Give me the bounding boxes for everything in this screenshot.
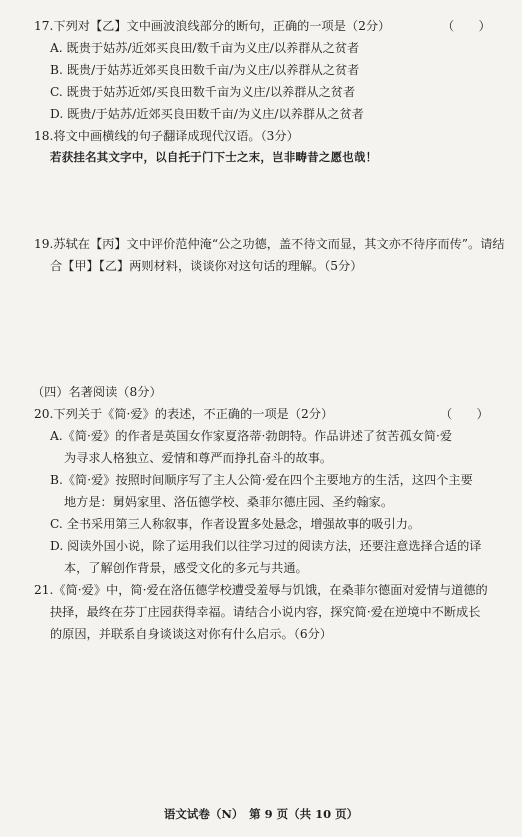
q20-option-b-line1: B.《简·爱》按照时间顺序写了主人公简·爱在四个主要地方的生活，这四个主要: [50, 473, 473, 487]
q17-option-c: C. 既贵于姑苏近郊/买良田数千亩为义庄/以养群从之贫者: [50, 85, 356, 99]
q20-option-d-line2: 本，了解创作背景，感受文化的多元与共通。: [64, 561, 308, 575]
q17-option-d: D. 既贵/于姑苏/近郊买良田数千亩/为义庄/以养群从之贫者: [50, 107, 364, 121]
section-4-heading: （四）名著阅读（8分）: [32, 385, 162, 399]
q17-option-b: B. 既贵/于姑苏近郊买良田数千亩/为义庄/以养群从之贫者: [50, 63, 360, 77]
q19-stem-line1: 19.苏轼在【丙】文中评价范仲淹“公之功德，盖不待文而显，其文亦不待序而传”。请结: [34, 237, 505, 251]
q21-stem-line1: 21.《简·爱》中，简·爱在洛伍德学校遭受羞辱与饥饿，在桑菲尔德面对爱情与道德的: [34, 583, 488, 597]
q17-answer-bracket: （ ）: [442, 19, 491, 33]
q19-stem-line2: 合【甲】【乙】两则材料，谈谈你对这句话的理解。（5分）: [50, 259, 363, 273]
page-footer: 语文试卷（N） 第 9 页（共 10 页）: [163, 807, 359, 821]
q20-option-c: C. 全书采用第三人称叙事，作者设置多处悬念，增强故事的吸引力。: [50, 517, 421, 531]
q17-option-a: A. 既贵于姑苏/近郊买良田/数千亩为义庄/以养群从之贫者: [50, 41, 360, 55]
q17-stem: 17.下列对【乙】文中画波浪线部分的断句，正确的一项是（2分）: [34, 19, 391, 33]
q18-stem: 18.将文中画横线的句子翻译成现代汉语。（3分）: [34, 129, 299, 143]
q20-stem: 20.下列关于《简·爱》的表述，不正确的一项是（2分）: [34, 407, 334, 421]
q18-sentence: 若获挂名其文字中，以自托于门下士之末，岂非畴昔之愿也哉！: [50, 150, 378, 164]
q20-option-a-line2: 为寻求人格独立、爱情和尊严而挣扎奋斗的故事。: [64, 451, 333, 465]
q21-stem-line3: 的原因，并联系自身谈谈这对你有什么启示。（6分）: [50, 627, 332, 641]
q20-option-b-line2: 地方是：舅妈家里、洛伍德学校、桑菲尔德庄园、圣约翰家。: [64, 495, 394, 509]
q21-stem-line2: 抉择，最终在芬丁庄园获得幸福。请结合小说内容，探究简·爱在逆境中不断成长: [50, 605, 481, 619]
q20-option-a-line1: A.《简·爱》的作者是英国女作家夏洛蒂·勃朗特。作品讲述了贫苦孤女简·爱: [50, 429, 453, 443]
q20-answer-bracket: （ ）: [440, 407, 489, 421]
q20-option-d-line1: D. 阅读外国小说，除了运用我们以往学习过的阅读方法，还要注意选择合适的译: [50, 539, 482, 553]
